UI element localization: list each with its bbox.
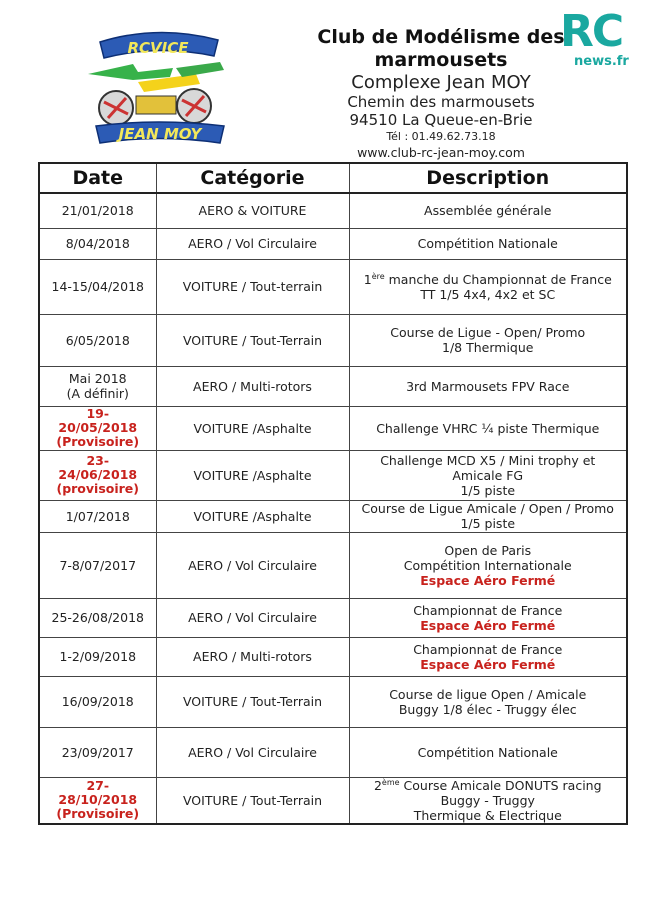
description-closed-notice: Espace Aéro Fermé bbox=[420, 572, 556, 588]
cell-category: AERO / Multi-rotors bbox=[156, 366, 349, 406]
cell-date bbox=[39, 727, 156, 777]
table-row bbox=[39, 727, 627, 777]
cell-date bbox=[39, 777, 156, 824]
table-header-row bbox=[39, 163, 627, 193]
club-name-line2: marmousets bbox=[374, 49, 508, 71]
schedule-table bbox=[38, 162, 628, 825]
description-line: 1/5 piste bbox=[460, 482, 516, 498]
ordinal-number: 1 bbox=[363, 271, 372, 287]
description-line: Challenge MCD X5 / Mini trophy et bbox=[380, 452, 596, 468]
table-row bbox=[39, 676, 627, 727]
table-row bbox=[39, 637, 627, 676]
club-complex: Complexe Jean MOY bbox=[351, 72, 531, 93]
description-line: Course de Ligue - Open/ Promo bbox=[390, 325, 586, 340]
club-name-line1: Club de Modélisme des bbox=[317, 26, 565, 48]
cell-category: VOITURE /Asphalte bbox=[156, 450, 349, 500]
date-text: 14-15/04/2018 bbox=[51, 279, 144, 294]
date-text-provisional: 23- bbox=[86, 453, 110, 468]
cell-date bbox=[39, 532, 156, 598]
description-line: Challenge VHRC ¼ piste Thermique bbox=[376, 420, 600, 436]
date-text: 7-8/07/2017 bbox=[59, 557, 137, 573]
date-text: 21/01/2018 bbox=[61, 203, 134, 219]
cell-description bbox=[349, 676, 627, 727]
description-line: 3rd Marmousets FPV Race bbox=[406, 378, 570, 394]
header-category: Catégorie bbox=[156, 163, 349, 193]
logo-top-text: RCVICE bbox=[127, 39, 189, 57]
date-text: 6/05/2018 bbox=[65, 332, 130, 348]
cell-description bbox=[349, 637, 627, 676]
description-line: Assemblée générale bbox=[424, 203, 552, 219]
description-line: Compétition Internationale bbox=[403, 557, 572, 573]
description-line: 1/5 piste bbox=[460, 516, 516, 531]
description-line: Open de Paris bbox=[444, 542, 532, 558]
cell-category: AERO & VOITURE bbox=[156, 193, 349, 228]
table-row bbox=[39, 532, 627, 598]
cell-description bbox=[349, 500, 627, 532]
table-row bbox=[39, 366, 627, 406]
cell-category: VOITURE /Asphalte bbox=[156, 406, 349, 450]
cell-description bbox=[349, 532, 627, 598]
table-row bbox=[39, 314, 627, 366]
description-line: TT 1/5 4x4, 4x2 et SC bbox=[420, 286, 556, 302]
date-text-provisional: (Provisoire) bbox=[56, 434, 140, 449]
cell-date bbox=[39, 193, 156, 228]
cell-description bbox=[349, 193, 627, 228]
ordinal-number: 2 bbox=[373, 777, 382, 793]
ordinal-suffix: ère bbox=[371, 271, 385, 281]
description-line: Course de ligue Open / Amicale bbox=[389, 686, 587, 702]
description-text: Course Amicale DONUTS racing bbox=[399, 777, 602, 793]
club-header bbox=[296, 26, 586, 161]
club-logo bbox=[78, 22, 238, 147]
date-text-provisional: 28/10/2018 bbox=[58, 792, 138, 807]
cell-category: AERO / Vol Circulaire bbox=[156, 228, 349, 259]
cell-date bbox=[39, 676, 156, 727]
date-text-provisional: 27- bbox=[86, 778, 110, 793]
description-line: Course de Ligue Amicale / Open / Promo bbox=[361, 501, 614, 516]
date-text-provisional: (provisoire) bbox=[56, 481, 139, 496]
cell-date bbox=[39, 406, 156, 450]
table-row bbox=[39, 777, 627, 824]
date-text: 1/07/2018 bbox=[65, 508, 130, 524]
table-row bbox=[39, 500, 627, 532]
cell-description bbox=[349, 228, 627, 259]
cell-description bbox=[349, 450, 627, 500]
description-line: 1/8 Thermique bbox=[442, 340, 534, 355]
cell-category: VOITURE / Tout-Terrain bbox=[156, 777, 349, 824]
cell-date bbox=[39, 228, 156, 259]
club-street: Chemin des marmousets bbox=[347, 93, 535, 111]
date-text: 23/09/2017 bbox=[61, 744, 134, 760]
table-row bbox=[39, 598, 627, 637]
header-date: Date bbox=[39, 163, 156, 193]
description-line: Buggy 1/8 élec - Truggy élec bbox=[398, 701, 577, 717]
description-line: Championnat de France bbox=[413, 641, 563, 657]
club-phone: Tél : 01.49.62.73.18 bbox=[386, 130, 496, 143]
cell-category: AERO / Vol Circulaire bbox=[156, 532, 349, 598]
date-text: 16/09/2018 bbox=[61, 694, 134, 709]
date-text: Mai 2018 bbox=[68, 371, 127, 386]
cell-category: VOITURE / Tout-terrain bbox=[156, 259, 349, 314]
cell-category: AERO / Vol Circulaire bbox=[156, 598, 349, 637]
cell-category: AERO / Vol Circulaire bbox=[156, 727, 349, 777]
cell-description bbox=[349, 598, 627, 637]
cell-date bbox=[39, 500, 156, 532]
cell-description bbox=[349, 406, 627, 450]
cell-category: AERO / Multi-rotors bbox=[156, 637, 349, 676]
date-text-provisional: 24/06/2018 bbox=[58, 467, 138, 482]
cell-description bbox=[349, 366, 627, 406]
cell-date bbox=[39, 450, 156, 500]
description-line bbox=[353, 778, 624, 793]
cell-date bbox=[39, 598, 156, 637]
description-line: Thermique & Electrique bbox=[413, 807, 562, 823]
cell-description bbox=[349, 777, 627, 824]
description-text: manche du Championnat de France bbox=[384, 271, 612, 287]
cell-date bbox=[39, 259, 156, 314]
club-website[interactable]: www.club-rc-jean-moy.com bbox=[357, 145, 525, 160]
table-row bbox=[39, 450, 627, 500]
table-row bbox=[39, 259, 627, 314]
watermark-site: news.fr bbox=[574, 54, 629, 69]
cell-date bbox=[39, 637, 156, 676]
cell-category: VOITURE / Tout-Terrain bbox=[156, 314, 349, 366]
watermark-brand: RC bbox=[560, 6, 623, 57]
date-text: (A définir) bbox=[66, 386, 129, 401]
table-row bbox=[39, 193, 627, 228]
description-line: Championnat de France bbox=[413, 602, 563, 618]
header-description: Description bbox=[349, 163, 627, 193]
description-line: Buggy - Truggy bbox=[440, 792, 535, 808]
date-text: 1-2/09/2018 bbox=[59, 649, 137, 664]
description-closed-notice: Espace Aéro Fermé bbox=[420, 617, 556, 633]
description-line: Compétition Nationale bbox=[417, 236, 558, 251]
table-row bbox=[39, 228, 627, 259]
date-text-provisional: (Provisoire) bbox=[56, 806, 140, 821]
description-closed-notice: Espace Aéro Fermé bbox=[420, 656, 556, 672]
cell-category: VOITURE /Asphalte bbox=[156, 500, 349, 532]
table-row bbox=[39, 406, 627, 450]
cell-date bbox=[39, 314, 156, 366]
club-city: 94510 La Queue-en-Brie bbox=[349, 111, 533, 129]
date-text: 25-26/08/2018 bbox=[51, 610, 144, 625]
date-text: 8/04/2018 bbox=[65, 236, 130, 251]
description-line: Amicale FG bbox=[452, 467, 524, 483]
cell-date bbox=[39, 366, 156, 406]
schedule-body bbox=[39, 193, 627, 824]
cell-description bbox=[349, 314, 627, 366]
logo-bottom-text: JEAN MOY bbox=[118, 125, 202, 143]
date-text-provisional: 20/05/2018 bbox=[58, 420, 138, 435]
cell-category: VOITURE / Tout-Terrain bbox=[156, 676, 349, 727]
date-text-provisional: 19- bbox=[86, 406, 110, 421]
description-line: Compétition Nationale bbox=[417, 744, 558, 760]
ordinal-suffix: ème bbox=[381, 777, 400, 787]
description-line bbox=[353, 272, 624, 287]
cell-description bbox=[349, 727, 627, 777]
cell-description bbox=[349, 259, 627, 314]
